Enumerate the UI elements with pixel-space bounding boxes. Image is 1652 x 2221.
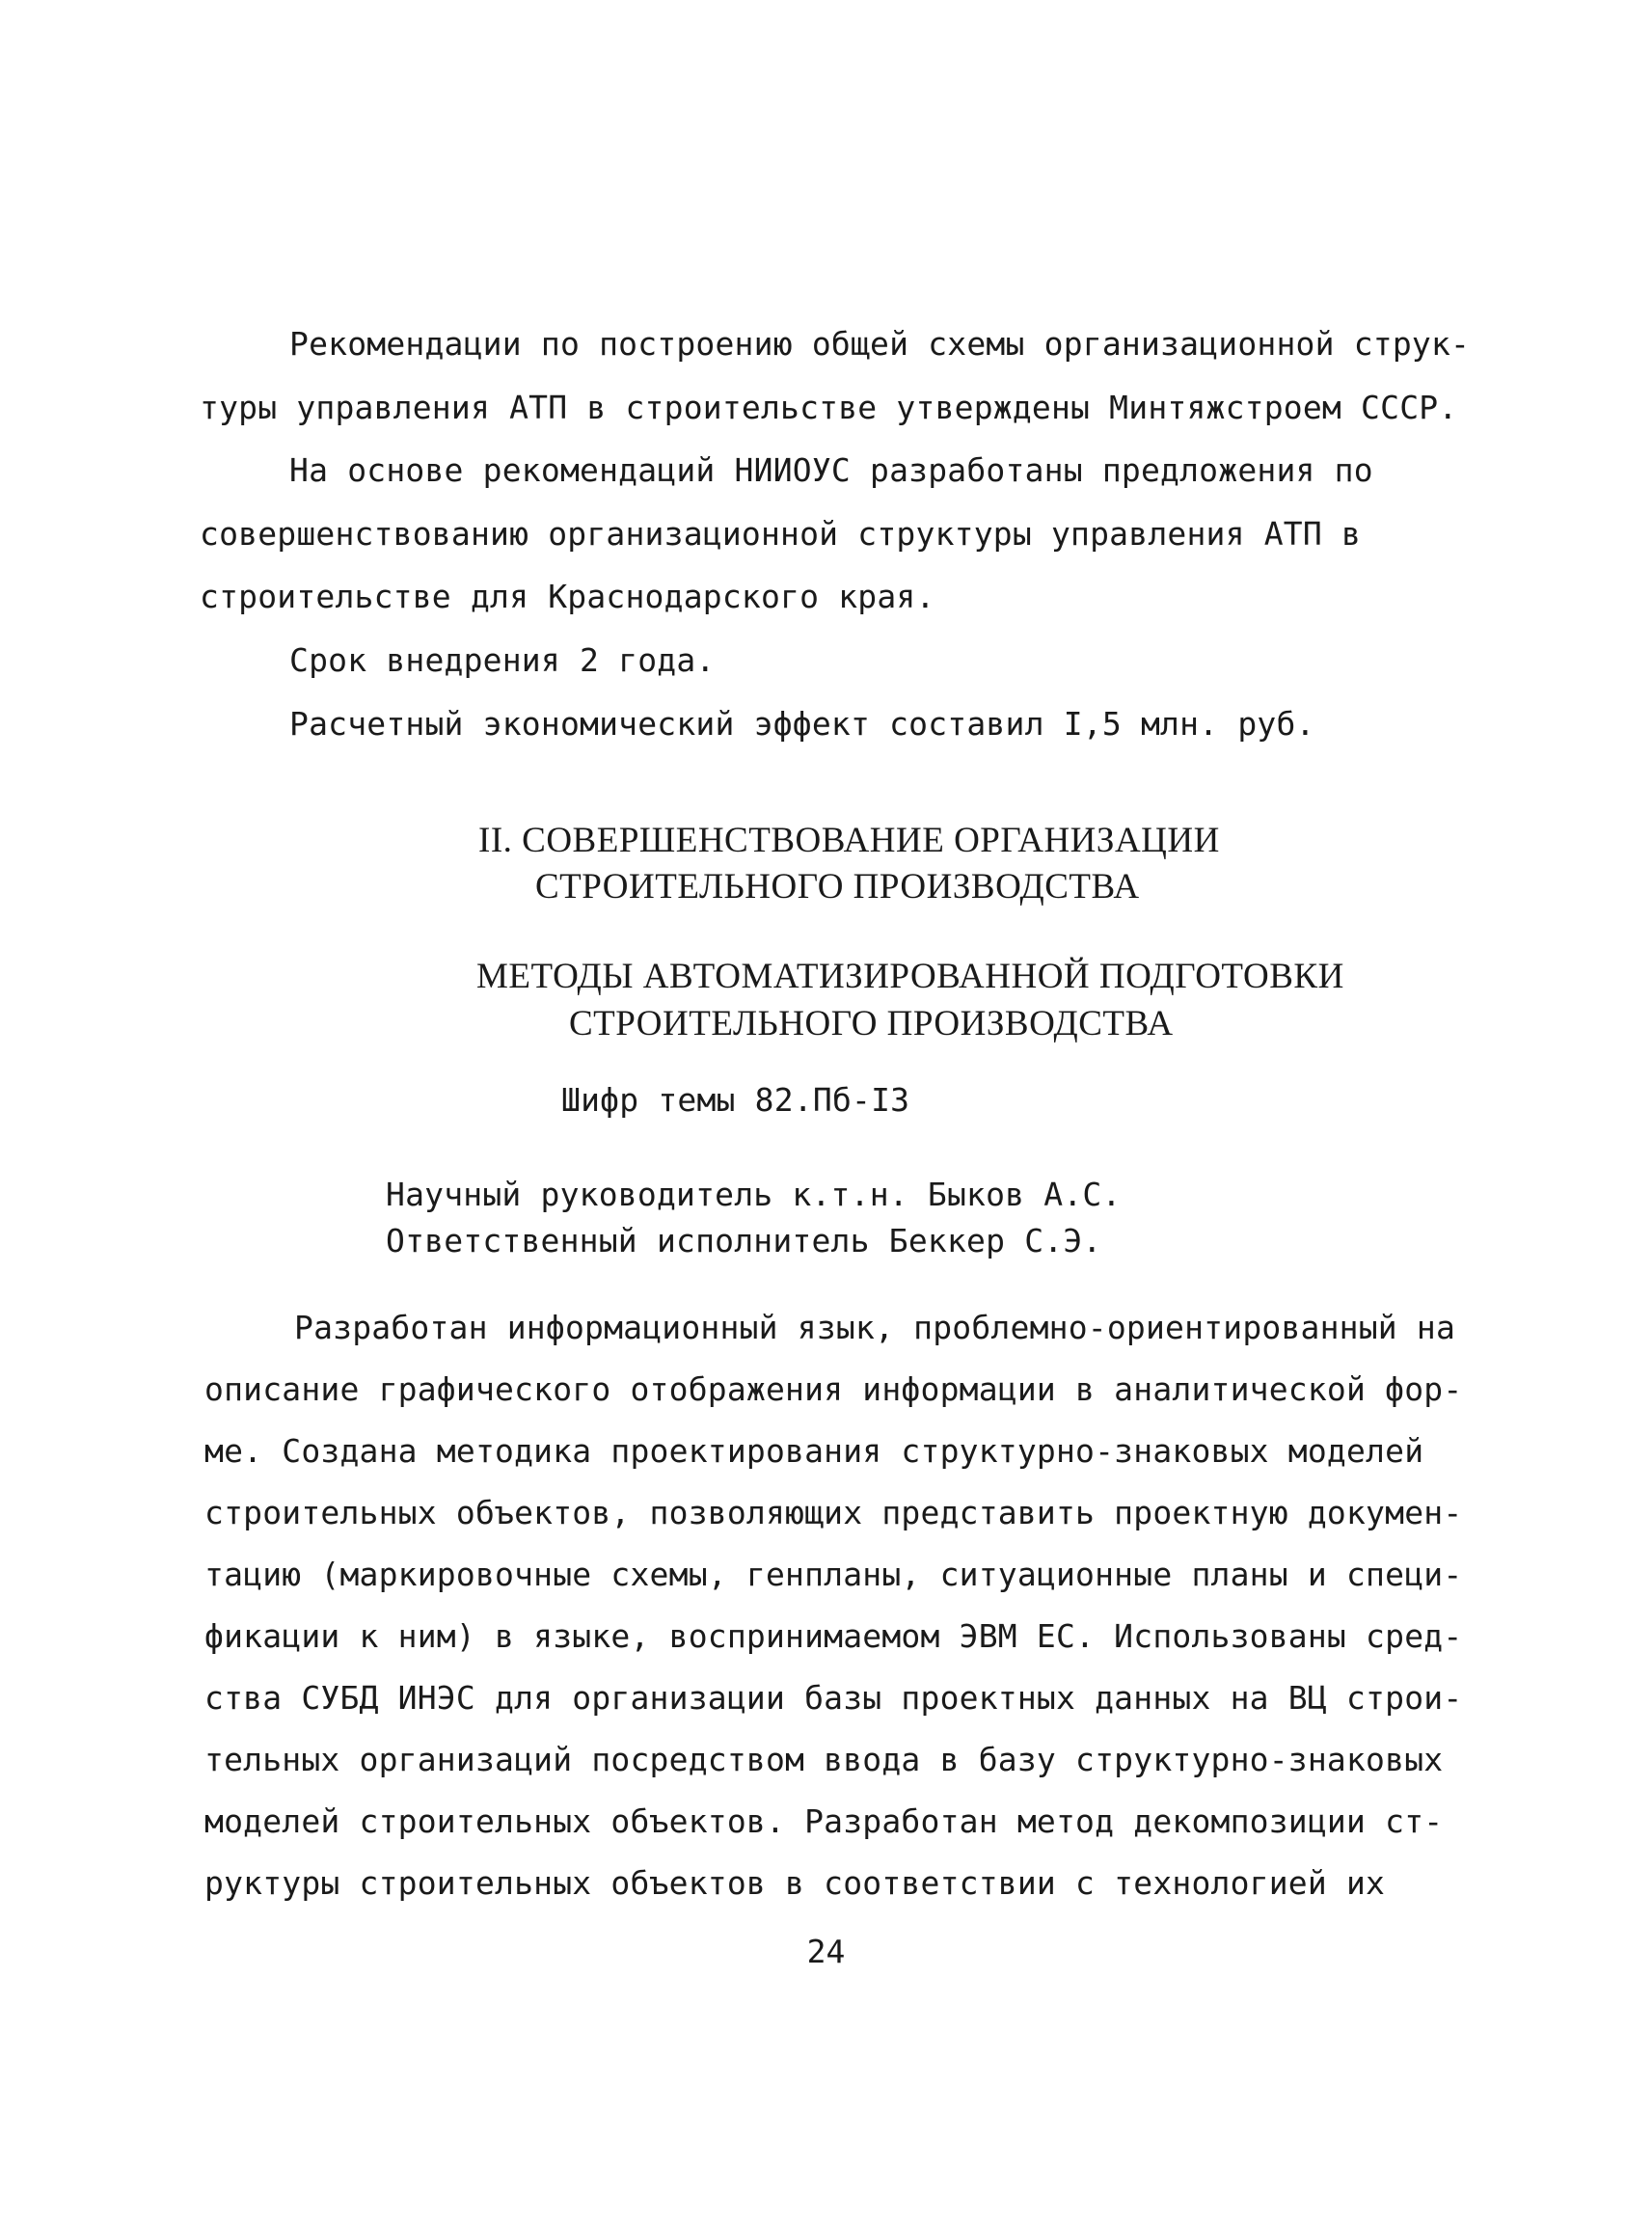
body-line: руктуры строительных объектов в соответствии с технологией их (204, 1864, 1386, 1902)
paragraph-line: совершенствованию организационной структуры управления АТП в (200, 515, 1362, 553)
responsible-executor: Ответственный исполнитель Беккер С.Э. (386, 1222, 1102, 1259)
paragraph-line: На основе рекомендаций НИИОУС разработаны предложения по (289, 451, 1373, 489)
body-line: ме. Создана методика проектирования структурно-знаковых моделей (204, 1432, 1424, 1470)
body-line: моделей строительных объектов. Разработан метод декомпозиции ст- (204, 1802, 1444, 1840)
scientific-supervisor: Научный руководитель к.т.н. Быков А.С. (386, 1176, 1122, 1213)
paragraph-line: строительстве для Краснодарского края. (200, 578, 935, 615)
topic-title: МЕТОДЫ АВТОМАТИЗИРОВАННОЙ ПОДГОТОВКИ (476, 957, 1344, 996)
body-line: тацию (маркировочные схемы, генпланы, ситуационные планы и специ- (204, 1556, 1463, 1593)
body-line: тельных организаций посредством ввода в базу структурно-знаковых (204, 1741, 1444, 1778)
page-number: 24 (806, 1933, 846, 1970)
implementation-term: Срок внедрения 2 года. (289, 641, 716, 679)
body-line: описание графического отображения информации в аналитической фор- (204, 1370, 1463, 1408)
section-heading: II. СОВЕРШЕНСТВОВАНИЕ ОРГАНИЗАЦИИ (478, 821, 1220, 860)
body-line: фикации к ним) в языке, воспринимаемом ЭВМ ЕС. Использованы сред- (204, 1617, 1463, 1655)
paragraph-line: Рекомендации по построению общей схемы организационной струк- (289, 325, 1471, 363)
paragraph-line: туры управления АТП в строительстве утверждены Минтяжстроем СССР. (200, 389, 1458, 426)
body-line: Разработан информационный язык, проблемно-ориентированный на (294, 1309, 1456, 1346)
topic-code: Шифр темы 82.Пб-I3 (561, 1081, 910, 1119)
topic-title: СТРОИТЕЛЬНОГО ПРОИЗВОДСТВА (569, 1004, 1174, 1043)
economic-effect: Расчетный экономический эффект составил I,5 млн. руб. (289, 705, 1315, 743)
body-line: ства СУБД ИНЭС для организации базы проектных данных на ВЦ строи- (204, 1679, 1463, 1717)
body-line: строительных объектов, позволяющих представить проектную докумен- (204, 1494, 1463, 1531)
section-heading: СТРОИТЕЛЬНОГО ПРОИЗВОДСТВА (535, 867, 1140, 907)
